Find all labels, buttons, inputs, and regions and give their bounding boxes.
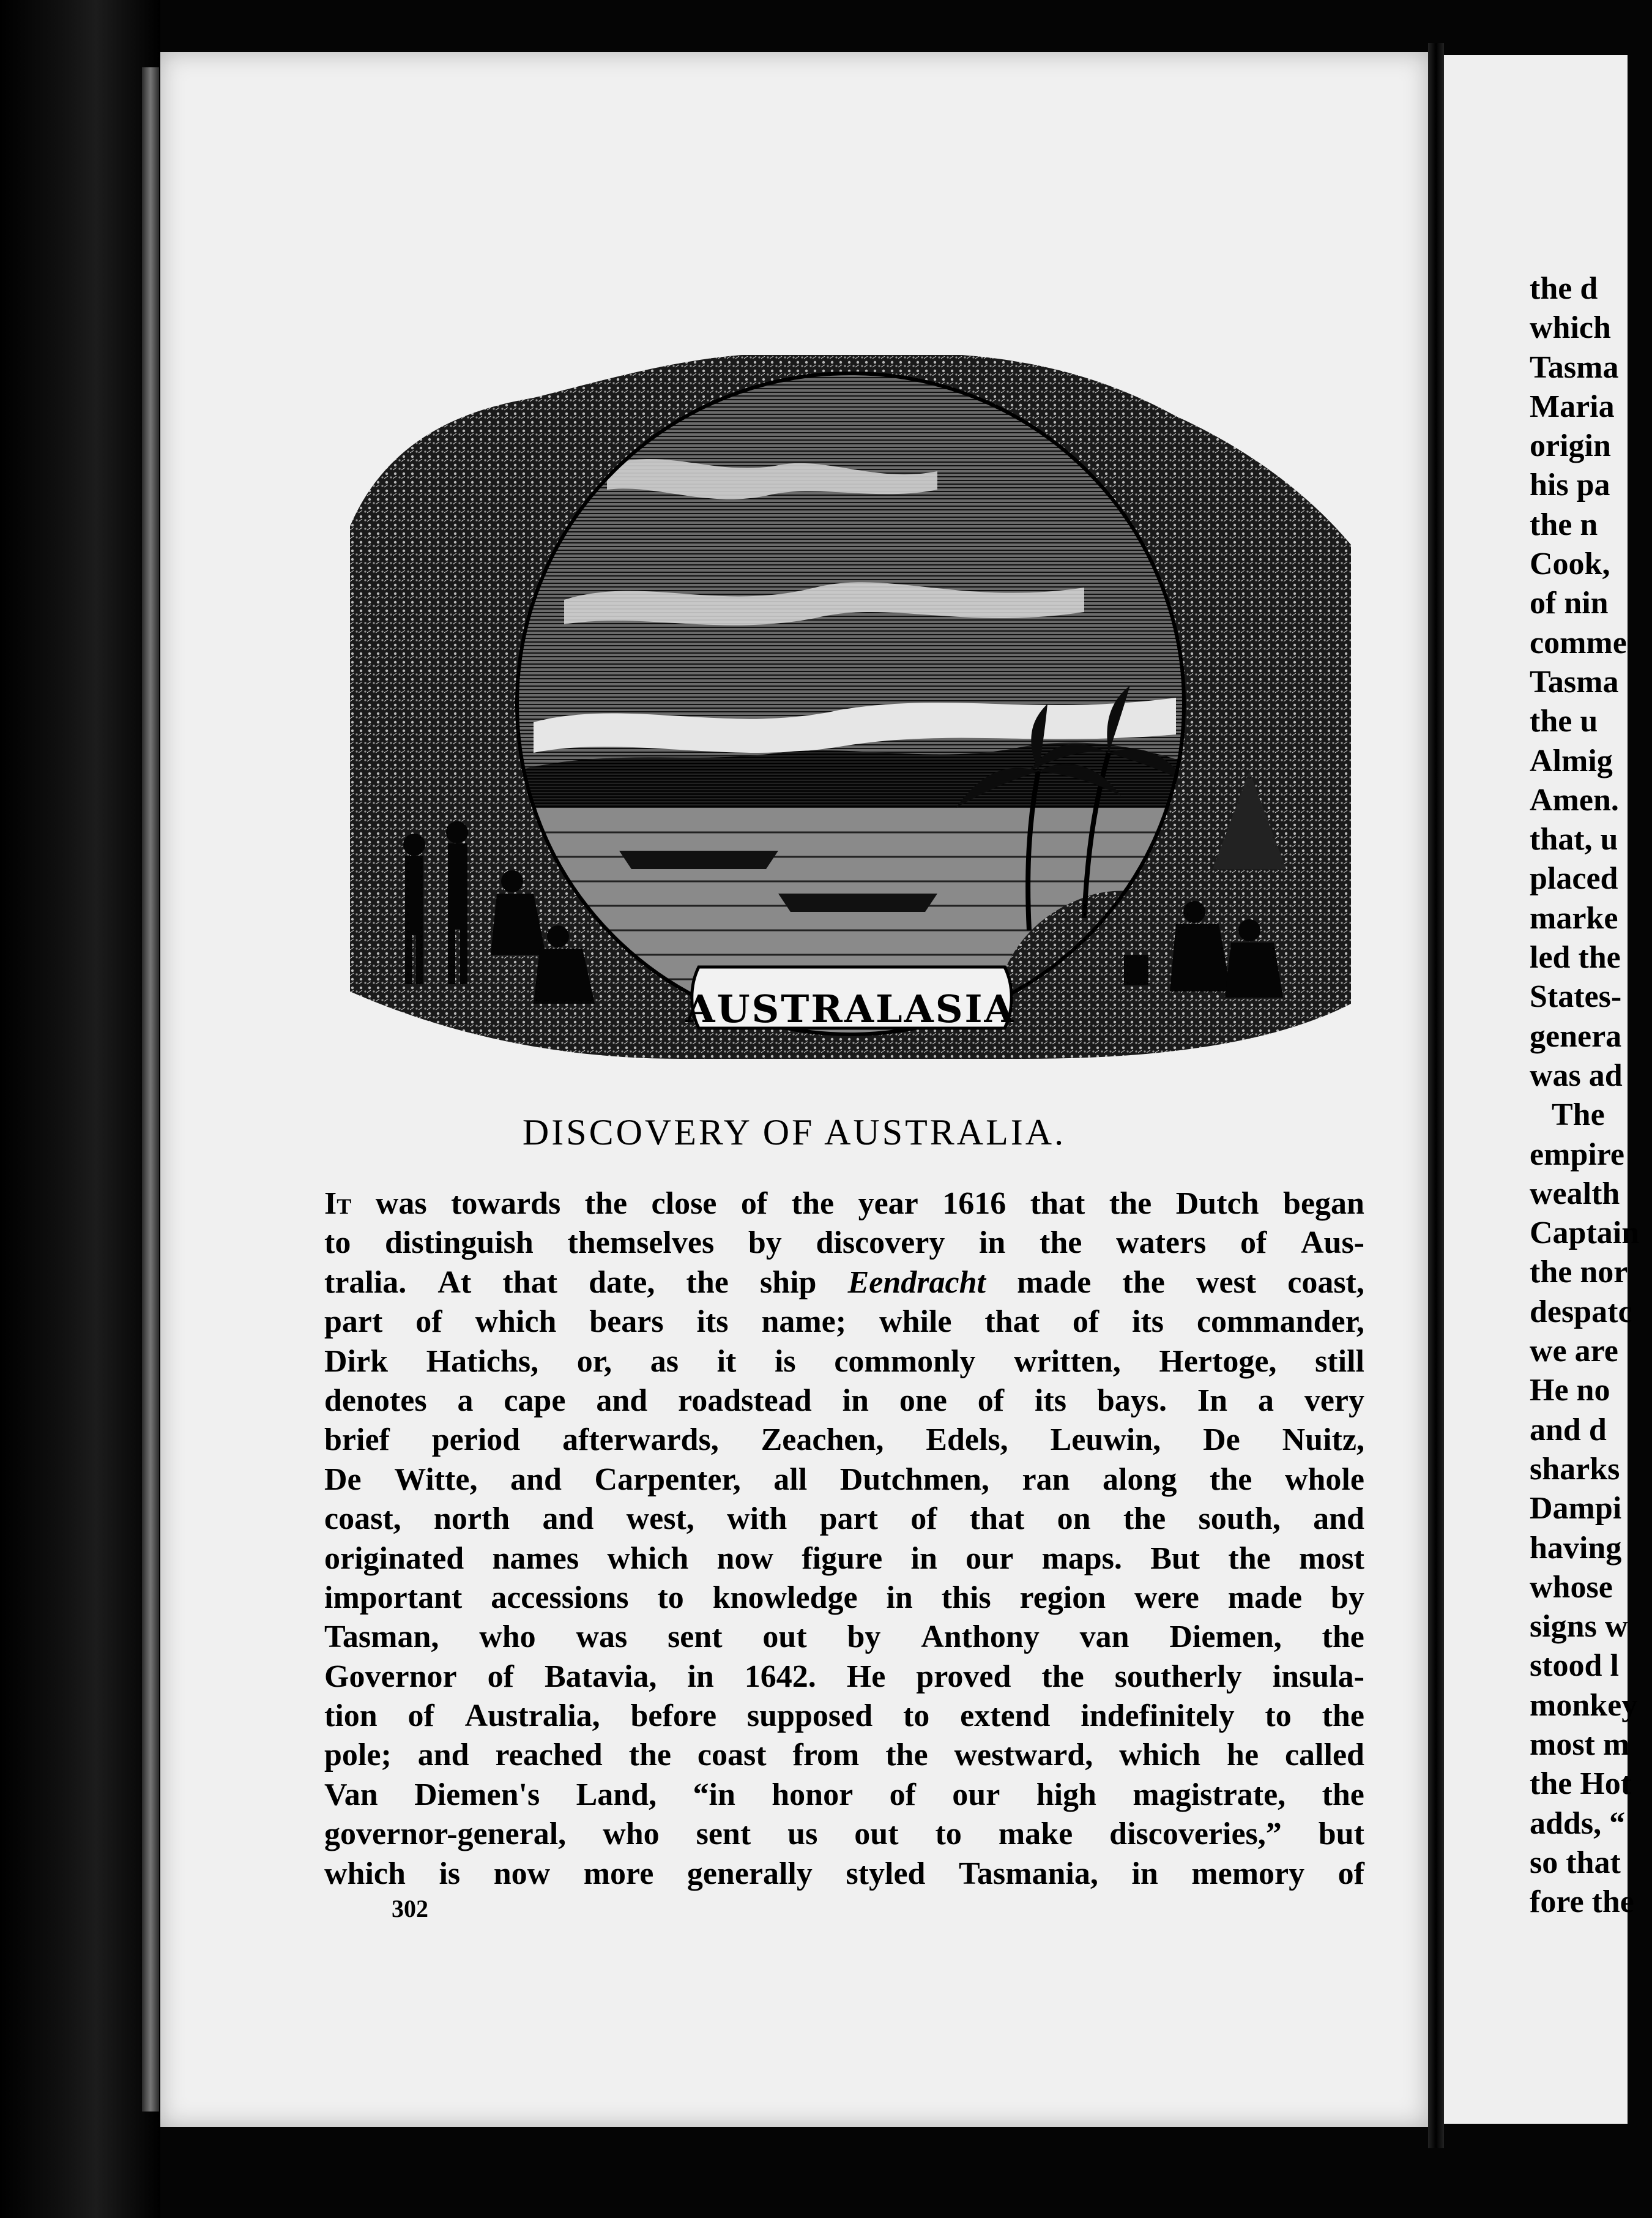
right-page-line: He no	[1530, 1373, 1610, 1408]
right-page-line: so that	[1530, 1845, 1621, 1880]
right-page-line: empire	[1530, 1137, 1624, 1172]
body-line: De Witte, and Carpenter, all Dutchmen, ran along the whole	[324, 1462, 1364, 1497]
right-page-line: despatc	[1530, 1294, 1632, 1329]
right-page-line: that, u	[1530, 822, 1618, 857]
body-line: important accessions to knowledge in this region were made by	[324, 1580, 1364, 1615]
right-page-line: Amen.	[1530, 782, 1619, 818]
right-page-line: the n	[1530, 507, 1598, 542]
right-page-line: the d	[1530, 271, 1598, 306]
body-line: coast, north and west, with part of that on the south, and	[324, 1501, 1364, 1537]
body-line: Tasman, who was sent out by Anthony van Diemen, the	[324, 1619, 1364, 1655]
body-line: Governor of Batavia, in 1642. He proved the southerly insula-	[324, 1659, 1364, 1694]
right-page-line: marke	[1530, 900, 1618, 936]
right-page-line: and d	[1530, 1412, 1607, 1447]
right-page-line: adds, “	[1530, 1805, 1626, 1841]
article-body	[324, 1184, 1364, 1894]
right-page-text	[1530, 269, 1652, 1922]
right-page-line: genera	[1530, 1018, 1622, 1054]
page-edge	[142, 67, 159, 2112]
body-line: pole; and reached the coast from the westward, which he called	[324, 1738, 1364, 1773]
right-page-line: placed	[1530, 861, 1618, 897]
right-page-line: of nin	[1530, 586, 1609, 621]
body-line: tralia. At that date, the ship Eendracht made the west coast,	[324, 1264, 1364, 1300]
right-page-line: Dampi	[1530, 1491, 1622, 1526]
right-page-line: whose	[1530, 1569, 1613, 1605]
body-line: governor-general, who sent us out to make discoveries,” but	[324, 1817, 1364, 1852]
body-line: brief period afterwards, Zeachen, Edels, Leuwin, De Nuitz,	[324, 1422, 1364, 1458]
right-page-line: Tasma	[1530, 349, 1619, 385]
right-page-line: States-	[1530, 979, 1622, 1015]
right-page-line: Maria	[1530, 389, 1615, 424]
body-line: to distinguish themselves by discovery in the waters of Aus-	[324, 1225, 1364, 1261]
australasia-engraving	[350, 343, 1351, 1065]
right-page-line: comme	[1530, 625, 1627, 660]
right-page-line: which	[1530, 310, 1611, 346]
engraving-illustration	[350, 343, 1351, 1065]
body-line: Dirk Hatichs, or, as it is commonly written, Hertoge, still	[324, 1343, 1364, 1379]
right-page-line: we are	[1530, 1334, 1618, 1369]
body-line: originated names which now figure in our maps. But the most	[324, 1540, 1364, 1576]
body-line: part of which bears its name; while that of its commander,	[324, 1304, 1364, 1340]
page-number: 302	[392, 1895, 428, 1922]
right-page-line: fore the	[1530, 1884, 1634, 1920]
right-page-line: the Hot	[1530, 1766, 1632, 1802]
right-page-line: origin	[1530, 428, 1611, 464]
right-page-line: the nor	[1530, 1255, 1628, 1290]
right-page-line: most m	[1530, 1727, 1630, 1762]
right-page-line: signs w	[1530, 1609, 1628, 1645]
body-line: It was towards the close of the year 1616 that the Dutch began	[324, 1186, 1364, 1221]
right-page-line: having	[1530, 1530, 1622, 1566]
right-page-line: sharks	[1530, 1451, 1620, 1487]
right-page-line: Tasma	[1530, 664, 1619, 700]
body-line: which is now more generally styled Tasmania, in memory of	[324, 1856, 1364, 1891]
right-page-line: the u	[1530, 704, 1598, 739]
body-line: denotes a cape and roadstead in one of its bays. In a very	[324, 1383, 1364, 1418]
right-page-line: led the	[1530, 940, 1621, 976]
page-title: DISCOVERY OF AUSTRALIA.	[522, 1112, 1066, 1152]
body-line: Van Diemen's Land, “in honor of our high magistrate, the	[324, 1777, 1364, 1812]
illustration-caption: AUSTRALASIA	[685, 987, 1016, 1031]
book-spine	[0, 0, 160, 2218]
right-page-line: wealth	[1530, 1176, 1620, 1211]
right-page-line: his pa	[1530, 468, 1610, 503]
right-page-line: Cook,	[1530, 547, 1610, 582]
right-page-line: stood l	[1530, 1648, 1619, 1684]
right-page-line: monkey	[1530, 1687, 1638, 1723]
right-page-line: Almig	[1530, 743, 1613, 779]
body-line: tion of Australia, before supposed to extend indefinitely to the	[324, 1698, 1364, 1734]
right-page-line: was ad	[1530, 1058, 1623, 1093]
book-gutter	[1428, 43, 1444, 2148]
right-page-line: The	[1552, 1097, 1605, 1133]
right-page-line: Captain	[1530, 1215, 1640, 1251]
